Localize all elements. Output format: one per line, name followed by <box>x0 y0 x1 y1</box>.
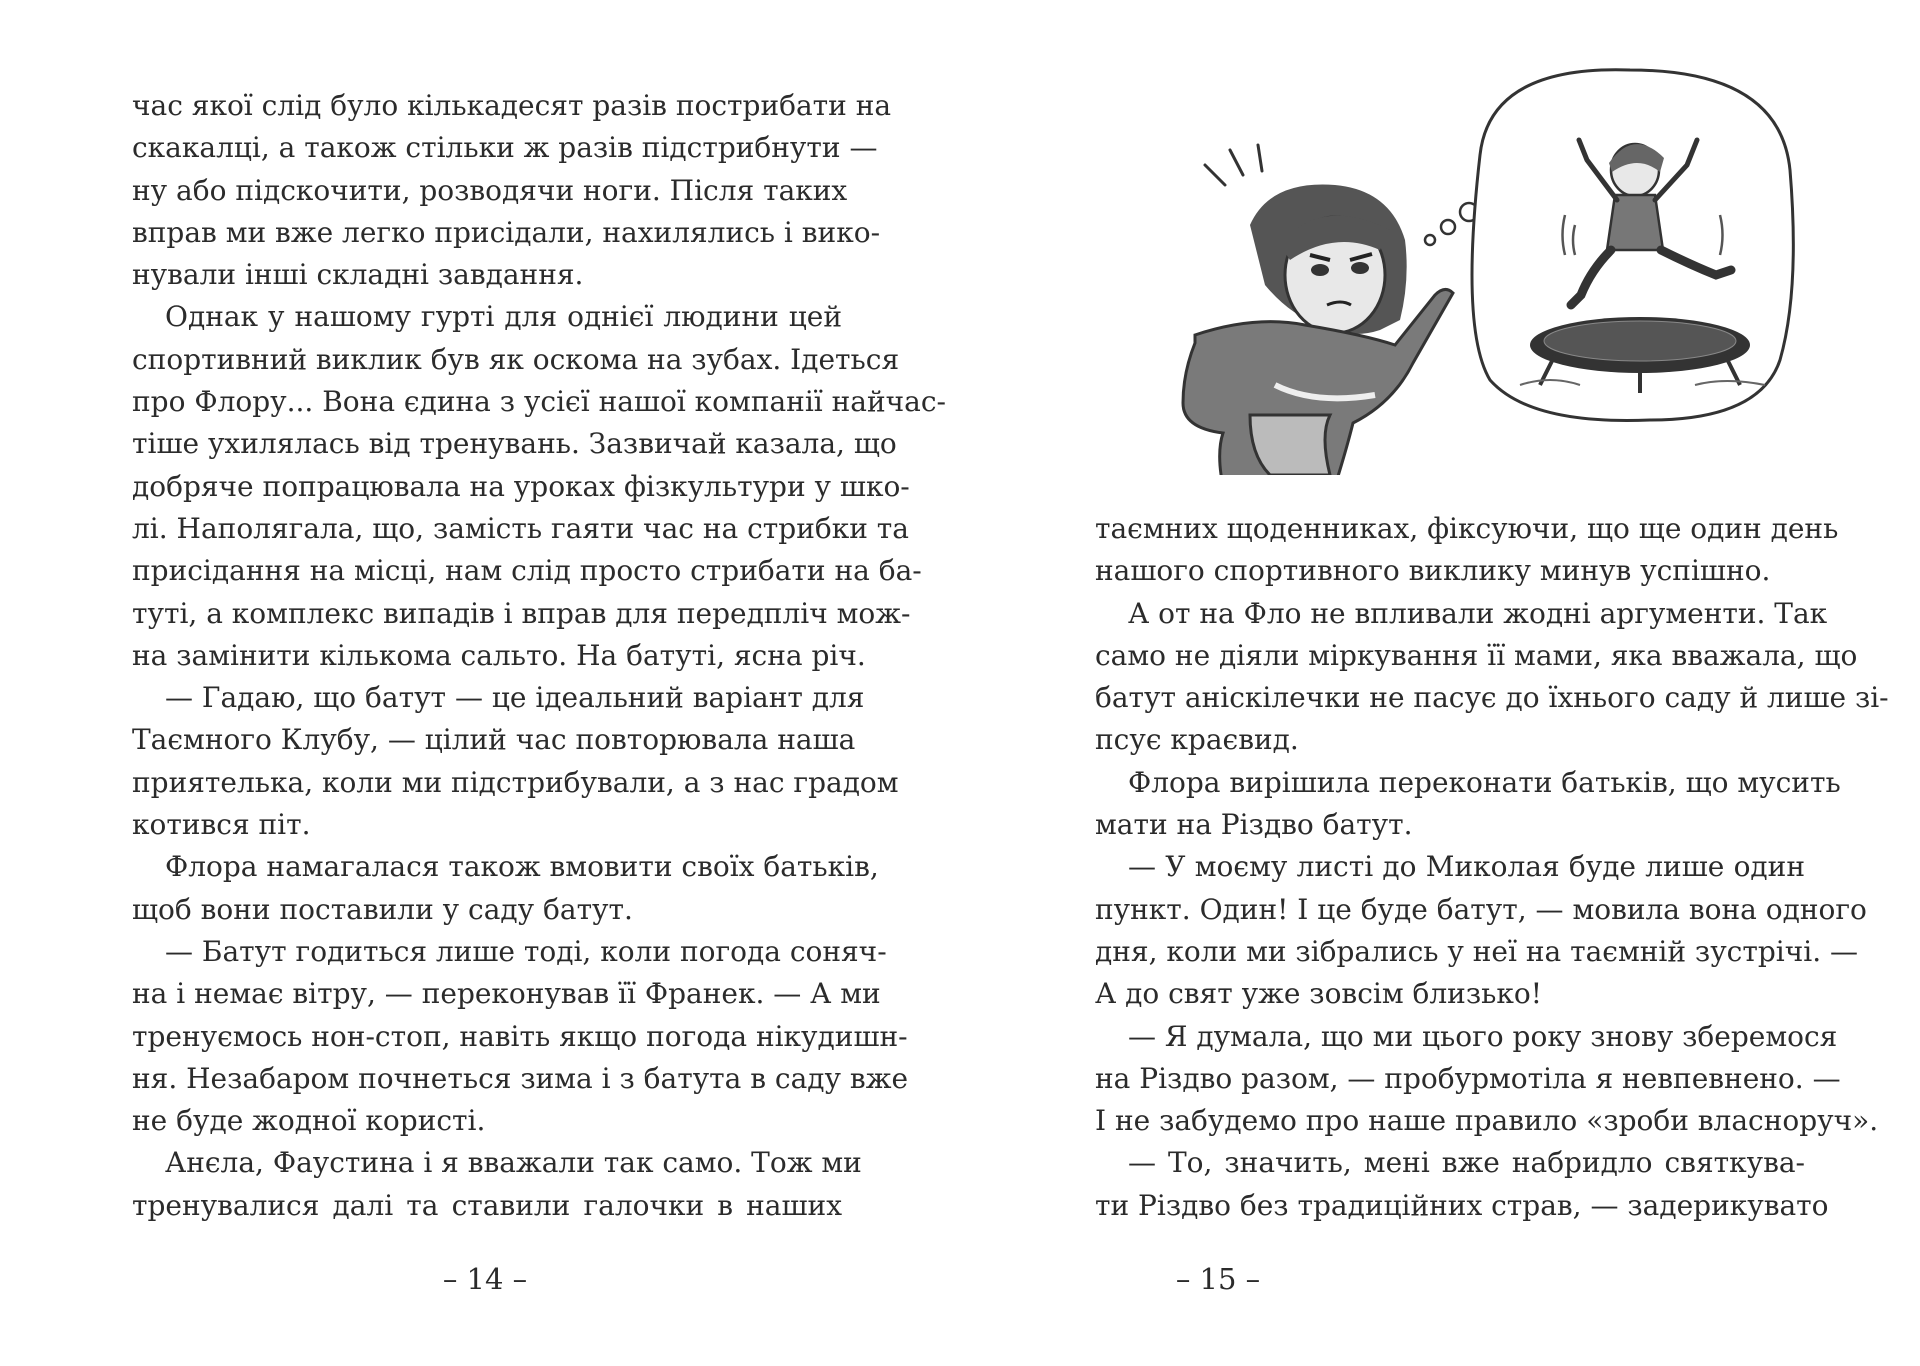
right-page <box>960 0 1920 1366</box>
text-line: дня, коли ми зібрались у неї на таємній зустрічі. — <box>1095 934 1858 968</box>
text-line: час якої слід було кількадесят разів пострибати на <box>132 89 892 122</box>
text-line: тренувалися далі та ставили галочки в наших <box>132 1188 842 1222</box>
text-line: псує краєвид. <box>1095 723 1299 757</box>
text-line: на Різдво разом, — пробурмотіла я невпевнено. — <box>1095 1061 1841 1095</box>
text-line: ну або підскочити, розводячи ноги. Після таких <box>132 173 848 207</box>
text-line: — Гадаю, що батут — це ідеальний варіант для <box>165 681 865 715</box>
text-line: мати на Різдво батут. <box>1095 808 1413 842</box>
text-line: — То, значить, мені вже набридло святкува- <box>1128 1146 1805 1180</box>
text-line: тіше ухилялась від тренувань. Зазвичай казала, що <box>132 427 897 461</box>
text-line: вправ ми вже легко присідали, нахилялись і вико- <box>132 215 881 249</box>
right-page-text <box>1095 508 1889 1227</box>
text-line: не буде жодної користі. <box>132 1104 486 1138</box>
girl-figure <box>1183 185 1453 476</box>
text-line: ти Різдво без традиційних страв, — задерикувато <box>1095 1188 1829 1222</box>
text-line: приятелька, коли ми підстрибували, а з нас градом <box>132 765 899 799</box>
text-line: Однак у нашому гурті для однієї людини цей <box>165 300 842 334</box>
text-line: Флора вирішила переконати батьків, що мусить <box>1128 765 1841 799</box>
text-line: добряче попрацювала на уроках фізкультури у шко- <box>132 469 910 503</box>
text-line: туті, а комплекс випадів і вправ для передпліч мож- <box>132 596 911 630</box>
text-line: лі. Наполягала, що, замість гаяти час на стрибки та <box>132 511 909 545</box>
text-line: котився піт. <box>132 808 311 842</box>
surprise-lines <box>1205 145 1262 185</box>
text-line: Таємного Клубу, — цілий час повторювала наша <box>132 723 856 757</box>
text-line: — У моєму листі до Миколая буде лише один <box>1128 850 1805 884</box>
text-line: пункт. Один! І це буде батут, — мовила вона одного <box>1095 892 1867 926</box>
text-line: І не забудемо про наше правило «зроби власноруч». <box>1095 1104 1879 1138</box>
text-line: на і немає вітру, — переконував її Франек. — А ми <box>132 977 881 1011</box>
text-line: тренуємось нон-стоп, навіть якщо погода нікудишн- <box>132 1019 908 1053</box>
page-number-15: – 15 – <box>1175 1262 1261 1296</box>
text-line: А до свят уже зовсім близько! <box>1095 977 1542 1011</box>
text-line: таємних щоденниках, фіксуючи, що ще один день <box>1095 512 1839 545</box>
text-line: — Я думала, що ми цього року знову зберемося <box>1128 1019 1838 1053</box>
text-line: ня. Незабаром почнеться зима і з батута в саду вже <box>132 1061 909 1095</box>
text-line: Анєла, Фаустина і я вважали так само. Тож ми <box>165 1146 862 1180</box>
text-line: щоб вони поставили у саду батут. <box>132 892 633 926</box>
illustration-girl-dreaming-trampoline-icon <box>1135 55 1805 475</box>
text-line: само не діяли міркування її мами, яка вважала, що <box>1095 638 1858 672</box>
text-line: Флора намагалася також вмовити своїх батьків, <box>165 850 879 884</box>
text-line: нували інші складні завдання. <box>132 258 584 292</box>
text-line: присідання на місці, нам слід просто стрибати на ба- <box>132 554 922 588</box>
text-line: про Флору... Вона єдина з усієї нашої компанії найчас- <box>132 385 947 419</box>
text-line: на замінити кількома сальто. На батуті, ясна річ. <box>132 638 866 672</box>
text-line: — Батут годиться лише тоді, коли погода соняч- <box>165 934 887 968</box>
text-line: нашого спортивного виклику минув успішно. <box>1095 554 1771 588</box>
text-line: А от на Фло не впливали жодні аргументи. Так <box>1128 596 1828 630</box>
text-line: батут аніскілечки не пасує до їхнього саду й лише зі- <box>1095 681 1889 715</box>
left-page-text <box>132 85 947 1227</box>
page-number-14: – 14 – <box>442 1262 528 1296</box>
text-line: спортивний виклик був як оскома на зубах. Ідеться <box>132 342 900 376</box>
text-line: скакалці, а також стільки ж разів підстрибнути — <box>132 131 878 165</box>
